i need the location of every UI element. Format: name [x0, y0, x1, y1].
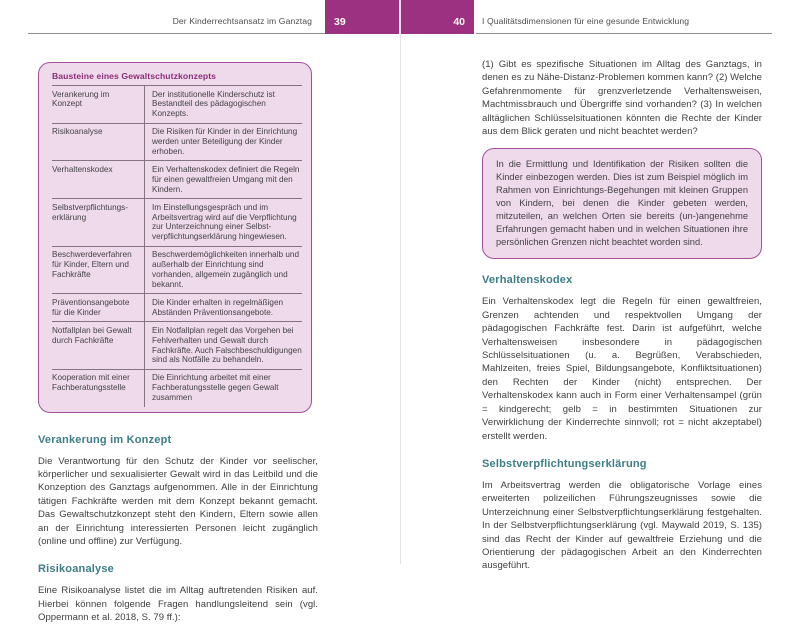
table-row	[52, 370, 302, 407]
table-description: Im Einstellungsgespräch und im Arbeitsvertrag wird auf die Verpflichtung zur Unterzeichnung einer Selbstverpflichtungserklärung hingewiesen.	[144, 199, 302, 246]
table-row	[52, 161, 302, 199]
section-heading-risikoanalyse: Risikoanalyse	[38, 563, 114, 576]
table-description: Ein Notfallplan regelt das Vorgehen bei Fehlverhalten und Gewalt durch Fachkräfte. Auch Falschbeschuldigungen sind als Notfälle zu behandeln.	[144, 322, 302, 369]
table-description: Beschwerdemöglichkeiten innerhalb und außerhalb der Einrichtung sind vorhanden, allgemein zugänglich und bekannt.	[144, 247, 302, 294]
table-row	[52, 199, 302, 247]
body-paragraph: Die Verantwortung für den Schutz der Kinder vor seelischer, körperlicher und sexualisierter Gewalt wird in das Leitbild und die Konzeption des Ganztags aufgenommen. Alle in der Einrichtung tätigen Fachkräfte werden mit dem Konzept bekannt gemacht. Das Gewaltschutzkonzept steht den Kindern, Eltern sowie allen an der Einrichtung interessierten Personen leicht zugänglich (online und offline) zur Verfügung.	[38, 455, 318, 547]
table-term: Verankerung im Konzept	[52, 89, 110, 109]
table-description: Ein Verhaltenskodex definiert die Regeln für einen gewaltfreien Umgang mit den Kindern.	[144, 161, 302, 198]
table-term: Beschwerdeverfahren für Kinder, Eltern und Fachkräfte	[52, 250, 132, 280]
gewaltschutz-table	[38, 62, 312, 413]
table-term: Kooperation mit einer Fachberatungsstelle	[52, 373, 130, 393]
page-number-right: 40	[453, 16, 465, 28]
body-paragraph: Eine Risikoanalyse listet die im Alltag auftretenden Risiken auf. Hierbei können folgende Fragen handlungsleitend sein (vgl. Oppermann et al. 2018, S. 79 ff.):	[38, 585, 318, 624]
table-description: Die Einrichtung arbeitet mit einer Fachberatungsstelle gegen Gewalt zusammen	[144, 370, 302, 407]
body-paragraph: Im Arbeitsvertrag werden die obligatorische Vorlage eines erweiterten polizeilichen Führungszeugnisses sowie die Unterzeichnung einer Selbstverpflichtungserklärung festgehalten. In der Selbstverpflichtungserklärung (vgl. Maywald 2019, S. 135) sind das Recht der Kinder auf gewaltfreie Erziehung und die Orientierung der pädagogischen Arbeit an den Kinderrechten ausgeführt.	[482, 479, 762, 572]
table-description: Die Kinder erhalten in regelmäßigen Abständen Präventionsangebote.	[144, 294, 302, 321]
section-heading-verankerung: Verankerung im Konzept	[38, 433, 172, 446]
page-number-badge-left	[325, 0, 399, 34]
page-left	[38, 0, 318, 624]
table-row	[52, 294, 302, 322]
table-description: Der institutionelle Kinderschutz ist Bestandteil des pädagogischen Konzepts.	[144, 86, 302, 123]
page-number-left: 39	[334, 16, 346, 28]
table-row	[52, 86, 302, 124]
table-term: Risikoanalyse	[52, 127, 103, 137]
running-head-right: I Qualitätsdimensionen für eine gesunde Entwicklung	[482, 16, 690, 26]
page-gutter-line	[400, 0, 401, 564]
body-paragraph: Ein Verhaltenskodex legt die Regeln für einen gewaltfreien, Grenzen achtenden und respektvollen Umgang der pädagogischen Fachkräfte fest. Darin ist aufgeführt, welche Verhaltensweisen insbesondere in pädagogischen Schlüsselsituationen (u. a. Begrüßen, Verabschieden, Mahlzeiten, freies Spiel, Bildungsangebote, Konfliktsituationen) den Rechten der Kinder (nicht) entsprechen. Der Verhaltenskodex kann auch in Form einer Verhaltensampel (grün = kindgerecht; gelb = in bestimmten Situationen zur Verwirklichung der Kinderrechte sinnvoll; rot = nicht akzeptabel) erstellt werden.	[482, 296, 762, 442]
body-paragraph: (1) Gibt es spezifische Situationen im Alltag des Ganztags, in denen es zu Nähe-Distanz-Problemen kommen kann? (2) Welche Gefahrenmomente für grenzverletzende Verhaltensweisen, Machtmissbrauch und Übergriffe sind vorhanden? (3) In welchen alltäglichen Schlüsselsituationen könnten die Rechte der Kinder aus dem Blick geraten und nicht beachtet werden?	[482, 59, 762, 138]
table-term: Notfallplan bei Gewalt durch Fachkräfte	[52, 325, 132, 345]
table-row	[52, 124, 302, 162]
page-right	[482, 0, 762, 572]
page-number-badge-right	[401, 0, 474, 34]
running-head-left: Der Kinderrechtsansatz im Ganztag	[172, 16, 312, 26]
table-term: Präventionsangebote für die Kinder	[52, 297, 130, 317]
info-box: In die Ermittlung und Identifikation der Risiken sollten die Kinder einbezogen werden. Dies ist zum Beispiel möglich im Rahmen von Einrichtungs-Begehungen mit kleinen Gruppen von Kindern, bei denen die Kinder gebeten werden, mitzuteilen, an welchen Orten sie bereits (un-)angenehme Erfahrungen gemacht haben und in welchen Situationen ihre persönlichen Grenzen nicht beachtet worden sind.	[482, 148, 762, 259]
table-row	[52, 247, 302, 295]
section-heading-selbstverpflichtung: Selbstverpflichtungserklärung	[482, 457, 647, 470]
table-title: Bausteine eines Gewaltschutzkonzepts	[52, 63, 302, 86]
section-heading-verhaltenskodex: Verhaltenskodex	[482, 274, 573, 287]
table-term: Verhaltenskodex	[52, 164, 113, 174]
table-description: Die Risiken für Kinder in der Einrichtung werden unter Beteiligung der Kinder erhoben.	[144, 124, 302, 161]
table-row	[52, 322, 302, 370]
table-term: Selbstverpflichtungserklärung	[52, 202, 129, 222]
